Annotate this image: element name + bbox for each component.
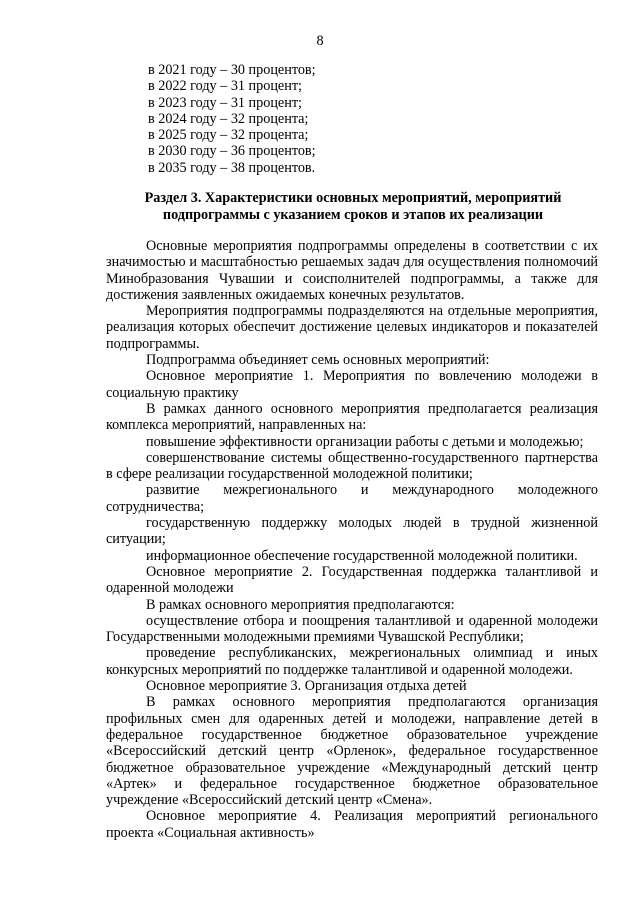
section-body <box>106 238 598 841</box>
paragraph: государственную поддержку молодых людей в трудной жизненной ситуации; <box>106 515 598 548</box>
list-item: в 2022 году – 31 процент; <box>148 78 302 95</box>
section-heading <box>108 190 598 224</box>
section-heading-line: Раздел 3. Характеристики основных мероприятий, мероприятий <box>144 190 562 206</box>
paragraph: повышение эффективности организации работы с детьми и молодежью; <box>146 433 584 450</box>
paragraph: Основное мероприятие 2. Государственная поддержка талантливой и одаренной молодежи <box>106 563 598 597</box>
paragraph: В рамках основного мероприятия предполагаются организация профильных смен для одаренных детей и молодежи, направление детей в федеральное государственное бюджетное образовательное учреждение «Всероссийский детский центр «Орленок», федеральное государственное бюджетное образовательное учреждение «Международный детский центр «Артек» и федеральное государственное бюджетное образовательное учреждение «Всероссийский детский центр «Смена». <box>106 694 598 809</box>
list-item: в 2025 году – 32 процента; <box>148 127 309 144</box>
target-values-list <box>148 62 316 176</box>
paragraph: Основное мероприятие 3. Организация отдыха детей <box>146 678 467 695</box>
paragraph: развитие межрегионального и международного молодежного сотрудничества; <box>106 482 598 515</box>
paragraph: Мероприятия подпрограммы подразделяются на отдельные мероприятия, реализация которых обеспечит достижение целевых индикаторов и показателей подпрограммы. <box>106 303 598 352</box>
list-item: в 2023 году – 31 процент; <box>148 94 302 111</box>
paragraph: проведение республиканских, межрегиональных олимпиад и иных конкурсных мероприятий по поддержке талантливой и одаренной молодежи. <box>106 645 598 678</box>
paragraph: Основное мероприятие 4. Реализация мероприятий регионального проекта «Социальная активность» <box>106 808 598 841</box>
page-number: 8 <box>316 33 324 49</box>
list-item: в 2030 году – 36 процентов; <box>148 143 316 160</box>
paragraph: В рамках основного мероприятия предполагаются: <box>146 596 455 613</box>
list-item: в 2024 году – 32 процента; <box>148 110 309 127</box>
paragraph: информационное обеспечение государственной молодежной политики. <box>146 547 578 564</box>
section-heading-line: подпрограммы с указанием сроков и этапов их реализации <box>162 207 544 223</box>
paragraph: Основное мероприятие 1. Мероприятия по вовлечению молодежи в социальную практику <box>106 368 598 401</box>
paragraph: Подпрограмма объединяет семь основных мероприятий: <box>146 352 490 369</box>
paragraph: Основные мероприятия подпрограммы определены в соответствии с их значимостью и масштабностью решаемых задач для осуществления полномочий Минобразования Чувашии и соисполнителей подпрограммы, а также для достижения заявленных ожидаемых конечных результатов. <box>106 238 598 303</box>
paragraph: совершенствование системы общественно-государственного партнерства в сфере реализации государственной молодежной политики; <box>106 449 598 483</box>
list-item: в 2035 году – 38 процентов. <box>148 159 316 176</box>
list-item: в 2021 году – 30 процентов; <box>148 62 316 78</box>
paragraph: осуществление отбора и поощрения талантливой и одаренной молодежи Государственными молодежными премиями Чувашской Республики; <box>106 612 598 646</box>
paragraph: В рамках данного основного мероприятия предполагается реализация комплекса мероприятий, направленных на: <box>106 400 598 434</box>
